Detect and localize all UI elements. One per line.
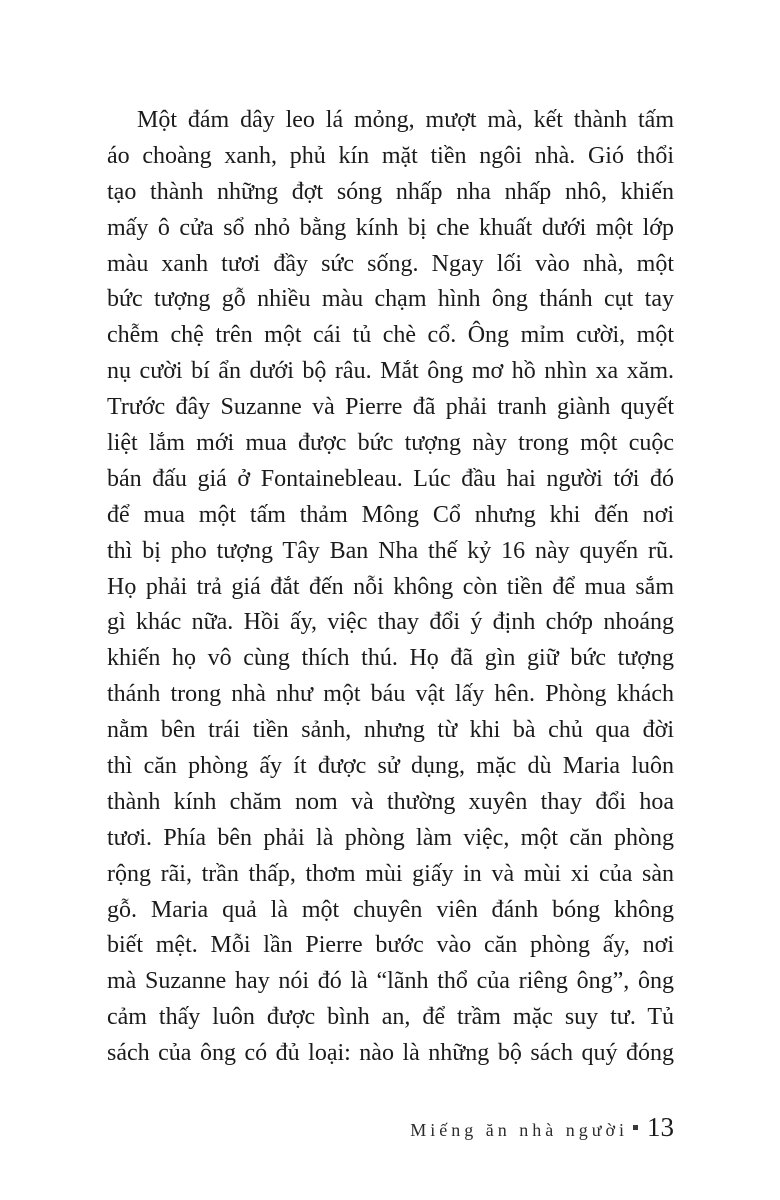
text-line: Trước đây Suzanne và Pierre đã phải tranh giành quyết [107,394,674,421]
text-line: sách của ông có đủ loại: nào là những bộ sách quý đóng [107,1040,674,1067]
text-line: thành kính chăm nom và thường xuyên thay đổi hoa [107,788,674,815]
body-text [107,103,674,1072]
text-line: nằm bên trái tiền sảnh, nhưng từ khi bà chủ qua đời [107,717,674,744]
page-footer [0,1112,674,1143]
text-line: tạo thành những đợt sóng nhấp nha nhấp nhô, khiến [107,178,674,205]
text-line: cảm thấy luôn được bình an, để trầm mặc suy tư. Tủ [107,1004,674,1031]
text-line: biết mệt. Mỗi lần Pierre bước vào căn phòng ấy, nơi [107,932,674,959]
text-line: gì khác nữa. Hồi ấy, việc thay đổi ý định chớp nhoáng [107,609,674,636]
text-line: mấy ô cửa sổ nhỏ bằng kính bị che khuất dưới một lớp [107,214,674,241]
text-line: nụ cười bí ẩn dưới bộ râu. Mắt ông mơ hồ nhìn xa xăm. [107,358,674,385]
text-line: mà Suzanne hay nói đó là “lãnh thổ của riêng ông”, ông [107,968,674,995]
text-line: thì bị pho tượng Tây Ban Nha thế kỷ 16 này quyến rũ. [107,537,674,564]
text-line: Một đám dây leo lá mỏng, mượt mà, kết thành tấm [137,107,674,133]
text-line: thánh trong nhà như một báu vật lấy hên. Phòng khách [107,681,674,708]
square-bullet-icon [633,1125,638,1130]
text-line: Họ phải trả giá đắt đến nỗi không còn tiền để mua sắm [107,573,674,600]
text-line: khiến họ vô cùng thích thú. Họ đã gìn giữ bức tượng [107,645,674,672]
text-line: liệt lắm mới mua được bức tượng này trong một cuộc [107,430,674,457]
text-line: rộng rãi, trần thấp, thơm mùi giấy in và mùi xi của sàn [107,860,674,887]
text-line: tươi. Phía bên phải là phòng làm việc, một căn phòng [107,824,674,851]
text-line: bán đấu giá ở Fontainebleau. Lúc đầu hai người tới đó [107,465,674,492]
text-line: bức tượng gỗ nhiều màu chạm hình ông thánh cụt tay [107,286,674,313]
text-line: thì căn phòng ấy ít được sử dụng, mặc dù Maria luôn [107,753,674,780]
running-title: Miếng ăn nhà người [410,1120,628,1140]
page-number: 13 [647,1112,674,1142]
text-line: áo choàng xanh, phủ kín mặt tiền ngôi nhà. Gió thổi [107,142,674,169]
text-line: gỗ. Maria quả là một chuyên viên đánh bóng không [107,896,674,923]
text-line: chễm chệ trên một cái tủ chè cổ. Ông mỉm cười, một [107,322,674,349]
text-line: để mua một tấm thảm Mông Cổ nhưng khi đến nơi [107,501,674,528]
text-line: màu xanh tươi đầy sức sống. Ngay lối vào nhà, một [107,250,674,277]
